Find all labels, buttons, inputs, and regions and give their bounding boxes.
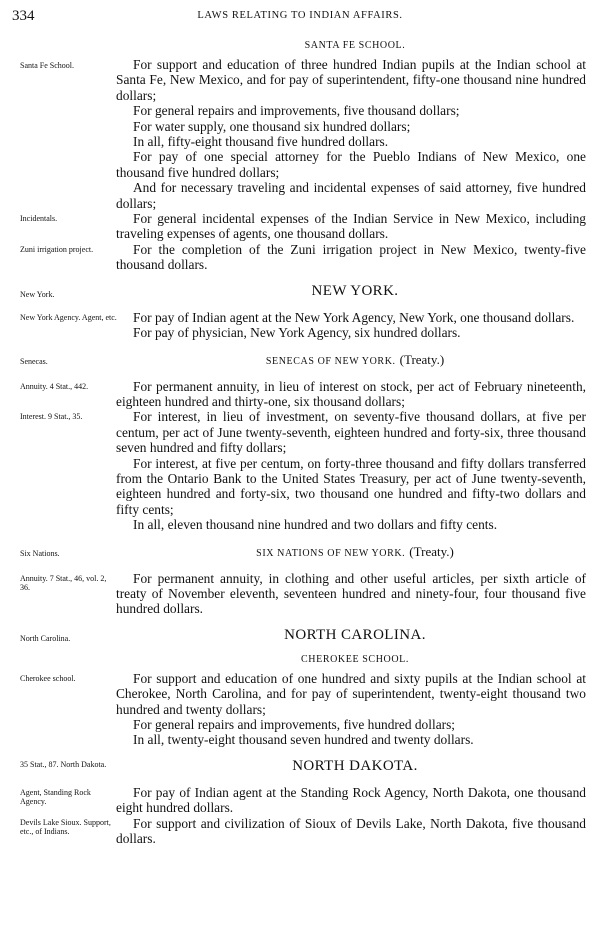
paragraph: For support and education of one hundred and sixty pupils at the Indian school at Cherokee, North Carolina, and for pay of superintendent, twenty-eight thousand two hundred and twenty dollars; — [116, 670, 586, 717]
paragraph: For support and civilization of Sioux of Devils Lake, North Dakota, five thousand dollars. — [116, 815, 586, 847]
margin-note: 35 Stat., 87. North Dakota. — [20, 759, 107, 769]
margin-note: New York Agency. Agent, etc. — [20, 312, 117, 322]
paragraph: For pay of one special attorney for the Pueblo Indians of New Mexico, one thousand five hundred dollars; — [116, 149, 586, 180]
margin-note: Annuity. 4 Stat., 442. — [20, 381, 89, 391]
paragraph: For general repairs and improvements, five thousand dollars; — [133, 103, 460, 119]
margin-note: Incidentals. — [20, 214, 58, 224]
margin-note: Zuni irrigation project. — [20, 244, 94, 254]
section-senecas — [0, 351, 600, 533]
margin-note: Cherokee school. — [20, 673, 76, 683]
section-heading: NORTH DAKOTA. — [292, 757, 418, 774]
paragraph: In all, twenty-eight thousand seven hundred and twenty dollars. — [133, 732, 474, 748]
entry-row — [0, 816, 600, 847]
section-santa-fe-school — [0, 40, 600, 273]
margin-note: Devils Lake Sioux. Support, etc., of Indians. — [20, 817, 111, 836]
page-body — [0, 34, 600, 846]
margin-note: Agent, Standing Rock Agency. — [20, 787, 91, 806]
paragraph: For water supply, one thousand six hundred dollars; — [133, 118, 411, 134]
margin-note: Six Nations. — [20, 548, 60, 558]
margin-note: Santa Fe School. — [20, 61, 74, 70]
paragraph: For the completion of the Zuni irrigation project in New Mexico, twenty-five thousand dollars. — [116, 241, 586, 273]
paragraph: And for necessary traveling and incidental expenses of said attorney, five hundred dollars; — [116, 180, 586, 211]
entry-row — [0, 310, 600, 341]
margin-note: Interest. 9 Stat., 35. — [20, 412, 83, 422]
heading-row — [0, 543, 600, 561]
entry-row — [0, 379, 600, 410]
heading-row — [0, 627, 600, 644]
entry-row — [0, 571, 600, 617]
paragraph: For general incidental expenses of the Indian Service in New Mexico, including traveling expenses of agents, one thousand dollars. — [116, 211, 586, 242]
section-six-nations — [0, 543, 600, 617]
entry-row — [0, 409, 600, 532]
margin-note: North Carolina. — [20, 633, 71, 643]
paragraph: For pay of Indian agent at the New York Agency, New York, one thousand dollars. — [133, 309, 575, 325]
section-new-york — [0, 283, 600, 341]
heading-treaty: (Treaty.) — [399, 351, 445, 367]
section-heading: SANTA FE SCHOOL. — [304, 40, 406, 51]
paragraph: For interest, at five per centum, on forty-three thousand and fifty dollars transferred from the Ontario Bank to the United States Treasury, per act of June twenty-seventh, eighteen hundred and forty-six, two thousand one hundred and fifty-two dollars and fifty cents; — [116, 455, 586, 517]
margin-note: Annuity. 7 Stat., 46, vol. 2, 36. — [20, 573, 107, 592]
paragraph: For interest, in lieu of investment, on seventy-five thousand dollars, at five per centum, per act of June twenty-seventh, eighteen hundred and forty-six, three thousand seven hundred and fifty dollars; — [116, 409, 586, 456]
paragraph: For pay of Indian agent at the Standing Rock Agency, North Dakota, one thousand eight hundred dollars. — [116, 784, 586, 816]
paragraph: For permanent annuity, in clothing and other useful articles, per sixth article of treaty of November eleventh, seventeen hundred and ninety-four, four thousand five hundred dollars. — [116, 570, 586, 617]
heading-treaty: (Treaty.) — [409, 543, 454, 559]
section-heading: NEW YORK. — [311, 282, 399, 299]
entry-row — [0, 57, 600, 211]
heading-row — [0, 758, 600, 775]
paragraph: For pay of physician, New York Agency, six hundred dollars. — [133, 325, 461, 341]
heading-row — [0, 283, 600, 300]
heading-title: SENECAS OF NEW YORK. — [265, 355, 396, 367]
section-heading: NORTH CAROLINA. — [284, 626, 426, 643]
section-north-dakota — [0, 758, 600, 847]
section-north-carolina — [0, 627, 600, 748]
entry-row — [0, 242, 600, 273]
entry-row — [0, 785, 600, 816]
entry-row — [0, 671, 600, 748]
entry-row — [0, 211, 600, 242]
paragraph: For general repairs and improvements, five hundred dollars; — [133, 717, 456, 732]
margin-note: Senecas. — [20, 356, 48, 366]
paragraph: In all, fifty-eight thousand five hundred dollars. — [133, 134, 389, 150]
paragraph: For support and education of three hundred Indian pupils at the Indian school at Santa Fe, New Mexico, and for pay of superintendent, fifty-one thousand nine hundred dollars; — [116, 57, 586, 103]
subsection-heading: CHEROKEE SCHOOL. — [301, 653, 409, 665]
heading-title: SIX NATIONS OF NEW YORK. — [256, 547, 406, 559]
paragraph: For permanent annuity, in lieu of interest on stock, per act of February nineteenth, eighteen hundred and thirty-one, six thousand dollars; — [116, 378, 586, 409]
running-head: LAWS RELATING TO INDIAN AFFAIRS. — [197, 10, 403, 21]
page-header — [12, 8, 588, 26]
paragraph: In all, eleven thousand nine hundred and two dollars and fifty cents. — [133, 517, 498, 533]
heading-row — [0, 351, 600, 369]
page-number: 334 — [12, 8, 35, 24]
margin-note: New York. — [20, 289, 55, 299]
